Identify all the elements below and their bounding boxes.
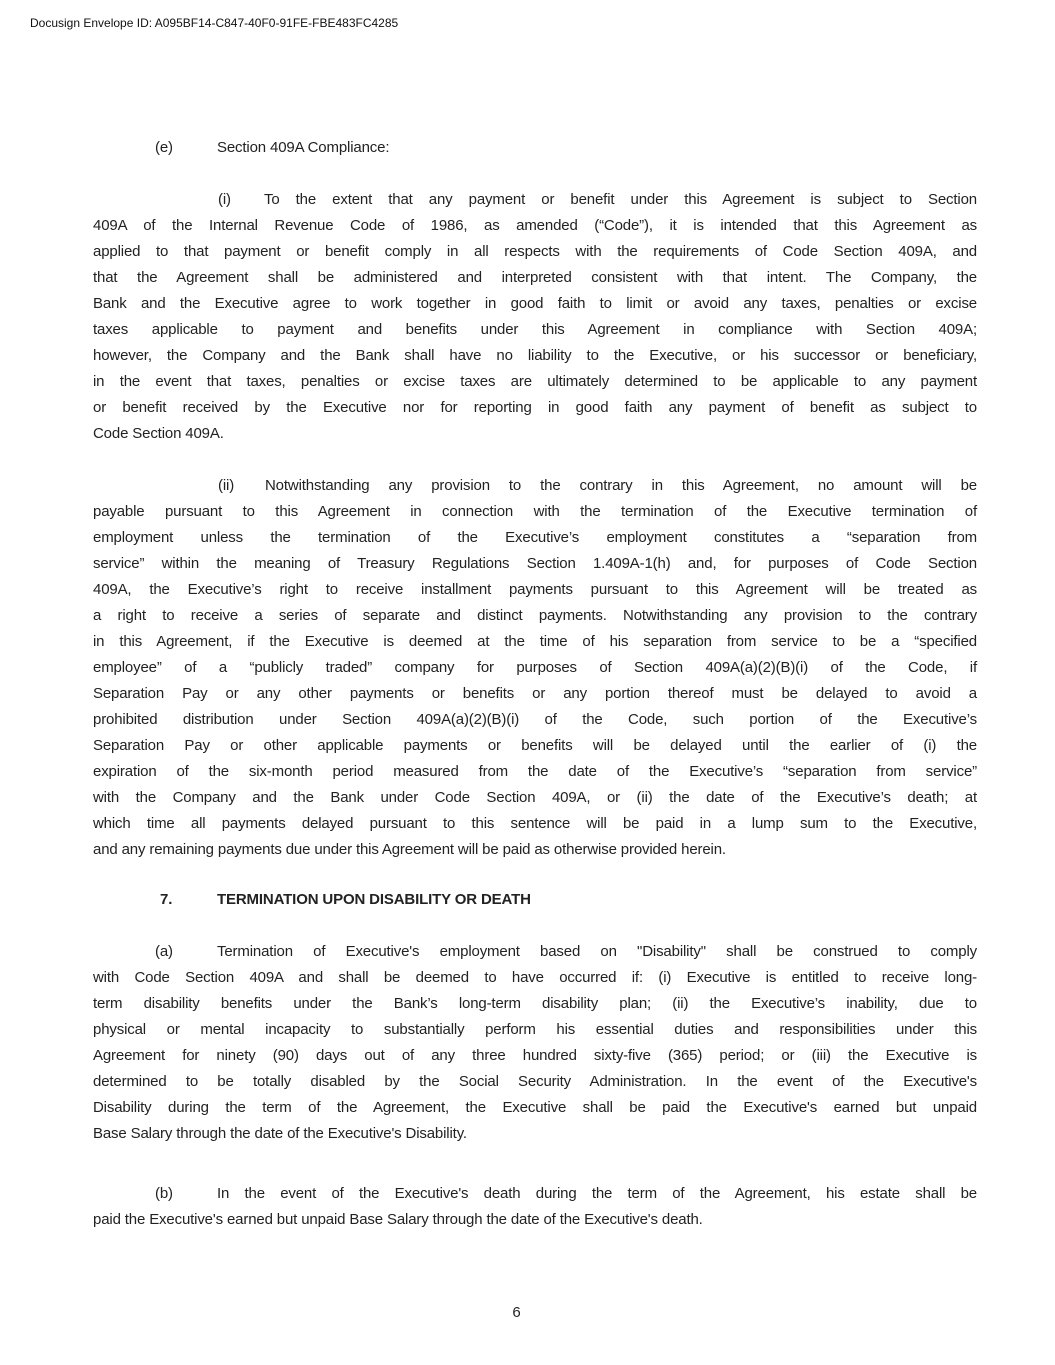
text-line: 409A, the Executive’s right to receive installment payments pursuant to this Agreement will be treated as <box>93 581 977 598</box>
text-line <box>93 187 977 213</box>
paragraph-label: (a) <box>155 943 173 960</box>
text-line: Separation Pay or other applicable payments or benefits will be delayed until the earlier of (i) the <box>93 737 977 754</box>
section-7-heading <box>93 887 977 913</box>
section-e-heading <box>93 135 977 161</box>
paragraph-label: (ii) <box>218 477 235 494</box>
paragraph-ii <box>93 473 977 863</box>
paragraph-a <box>93 939 977 1147</box>
text-line: and any remaining payments due under this Agreement will be paid as otherwise provided herein. <box>93 841 726 858</box>
text-line: Disability during the term of the Agreement, the Executive shall be paid the Executive's earned but unpaid <box>93 1099 977 1116</box>
paragraph-i <box>93 187 977 447</box>
text-line: prohibited distribution under Section 409A(a)(2)(B)(i) of the Code, such portion of the Executive’s <box>93 711 977 728</box>
text-line: term disability benefits under the Bank’s long-term disability plan; (ii) the Executive’s inability, due to <box>93 995 977 1012</box>
page-number: 6 <box>512 1304 521 1321</box>
paragraph-label: (i) <box>218 191 231 208</box>
text-line <box>93 1181 977 1207</box>
text-line: however, the Company and the Bank shall have no liability to the Executive, or his successor or beneficiary, <box>93 347 977 364</box>
text-line <box>93 939 977 965</box>
text-line: paid the Executive's earned but unpaid Base Salary through the date of the Executive's death. <box>93 1211 703 1228</box>
section-7-number: 7. <box>160 891 173 908</box>
text-line: taxes applicable to payment and benefits under this Agreement in compliance with Section 409A; <box>93 321 977 338</box>
paragraph-label: (b) <box>155 1185 173 1202</box>
text-line: a right to receive a series of separate and distinct payments. Notwithstanding any provision to the contrary <box>93 607 977 624</box>
text-line: applied to that payment or benefit comply in all respects with the requirements of Code Section 409A, and <box>93 243 977 260</box>
text-line: or benefit received by the Executive nor for reporting in good faith any payment of benefit as subject to <box>93 399 977 416</box>
text-line: determined to be totally disabled by the Social Security Administration. In the event of the Executive's <box>93 1073 977 1090</box>
docusign-envelope-id: Docusign Envelope ID: A095BF14-C847-40F0-91FE-FBE483FC4285 <box>30 16 399 30</box>
text-line-content: Notwithstanding any provision to the contrary in this Agreement, no amount will be <box>265 477 977 494</box>
text-line: Code Section 409A. <box>93 425 224 442</box>
section-7-title: TERMINATION UPON DISABILITY OR DEATH <box>217 891 531 908</box>
text-line: employment unless the termination of the Executive’s employment constitutes a “separation from <box>93 529 977 546</box>
text-line: payable pursuant to this Agreement in connection with the termination of the Executive termination of <box>93 503 977 520</box>
text-line: in this Agreement, if the Executive is deemed at the time of his separation from service to be a “specified <box>93 633 977 650</box>
text-line: employee” of a “publicly traded” company for purposes of Section 409A(a)(2)(B)(i) of the Code, if <box>93 659 977 676</box>
text-line: with the Company and the Bank under Code Section 409A, or (ii) the date of the Executive’s death; at <box>93 789 977 806</box>
text-line: Bank and the Executive agree to work together in good faith to limit or avoid any taxes, penalties or excise <box>93 295 977 312</box>
text-line: that the Agreement shall be administered and interpreted consistent with that intent. The Company, the <box>93 269 977 286</box>
paragraph-b <box>93 1181 977 1233</box>
text-line: with Code Section 409A and shall be deemed to have occurred if: (i) Executive is entitled to receive long- <box>93 969 977 986</box>
text-line: Separation Pay or any other payments or benefits or any portion thereof must be delayed to avoid a <box>93 685 977 702</box>
text-line: expiration of the six-month period measured from the date of the Executive’s “separation from service” <box>93 763 977 780</box>
text-line: service” within the meaning of Treasury Regulations Section 1.409A-1(h) and, for purposes of Code Section <box>93 555 977 572</box>
text-line: in the event that taxes, penalties or excise taxes are ultimately determined to be applicable to any payment <box>93 373 977 390</box>
text-line: Base Salary through the date of the Executive's Disability. <box>93 1125 467 1142</box>
text-line: physical or mental incapacity to substantially perform his essential duties and responsibilities under this <box>93 1021 977 1038</box>
text-line-content: To the extent that any payment or benefit under this Agreement is subject to Section <box>264 191 977 208</box>
text-line: which time all payments delayed pursuant to this sentence will be paid in a lump sum to the Executive, <box>93 815 977 832</box>
text-line-content: Termination of Executive's employment based on "Disability" shall be construed to comply <box>217 943 977 960</box>
text-line-content: In the event of the Executive's death during the term of the Agreement, his estate shall be <box>217 1185 977 1202</box>
text-line: 409A of the Internal Revenue Code of 1986, as amended (“Code”), it is intended that this Agreement as <box>93 217 977 234</box>
text-line: Agreement for ninety (90) days out of any three hundred sixty-five (365) period; or (iii) the Executive is <box>93 1047 977 1064</box>
section-e-label: (e) <box>155 139 173 156</box>
text-line <box>93 473 977 499</box>
section-e-title: Section 409A Compliance: <box>217 139 390 156</box>
